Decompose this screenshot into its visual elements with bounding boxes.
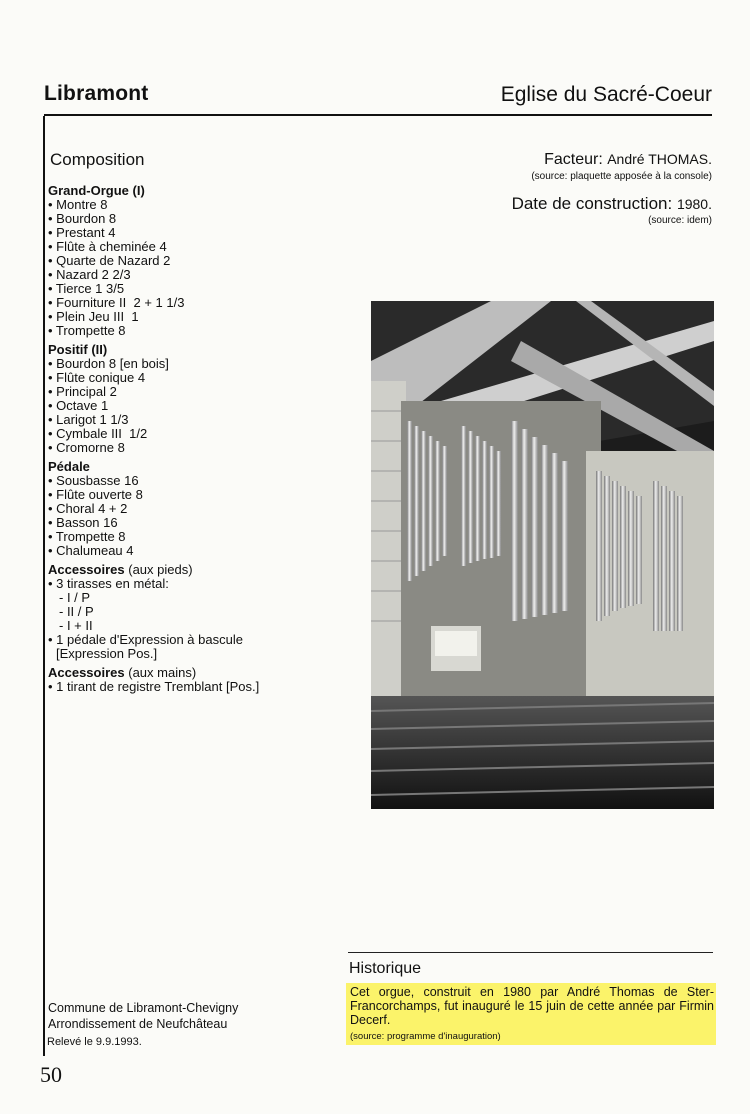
arrondissement: Arrondissement de Neufchâteau [48, 1017, 228, 1031]
list-item: • Tierce 1 3/5 [48, 281, 125, 296]
positif-heading: Positif (II) [48, 342, 108, 357]
facteur: Facteur: André THOMAS. [544, 151, 712, 168]
list-item: - II / P [59, 604, 94, 619]
list-item: • Trompette 8 [48, 529, 126, 544]
organ-photo [371, 301, 714, 809]
list-item: • Sousbasse 16 [48, 473, 139, 488]
tirasses-sub [48, 591, 348, 633]
list-item: • Prestant 4 [48, 225, 116, 240]
pedale-stops [48, 474, 348, 558]
tremblant-item: • 1 tirant de registre Tremblant [Pos.] [48, 679, 260, 694]
historique-title: Historique [349, 960, 422, 977]
list-item: • Fourniture II 2 + 1 1/3 [48, 295, 185, 310]
pedale-expression-cont: [Expression Pos.] [56, 646, 158, 661]
list-item: • Chalumeau 4 [48, 543, 134, 558]
list-item: • Plein Jeu III 1 [48, 309, 139, 324]
tirasses-item: • 3 tirasses en métal: [48, 576, 169, 591]
date-construction: Date de construction: 1980. [511, 194, 712, 213]
list-item: • Bourdon 8 [en bois] [48, 356, 169, 371]
list-item: • Principal 2 [48, 384, 117, 399]
list-item: • Cromorne 8 [48, 440, 125, 455]
header-church: Eglise du Sacré-Coeur [500, 83, 712, 106]
grand-orgue-stops [48, 198, 348, 338]
pedale-expression-item: • 1 pédale d'Expression à bascule [48, 632, 243, 647]
list-item: • Octave 1 [48, 398, 109, 413]
list-item: • Flûte ouverte 8 [48, 487, 143, 502]
list-item: • Cymbale III 1/2 [48, 426, 148, 441]
list-item: • Basson 16 [48, 515, 118, 530]
list-item: • Choral 4 + 2 [48, 501, 128, 516]
header-rule [44, 114, 712, 116]
list-item: • Trompette 8 [48, 323, 126, 338]
composition-list [48, 184, 348, 694]
historique-name: Firmin Decerf. [350, 999, 714, 1027]
pedale-heading: Pédale [48, 459, 90, 474]
page-number: 50 [40, 1062, 62, 1087]
list-item: - I + II [59, 618, 93, 633]
historique-text: Cet orgue, construit en 1980 par André Thomas de Ster-Francorchamps, fut inauguré le 15 juin de cette année par Firmin Decerf. [350, 985, 714, 1027]
accessoires-mains-heading: Accessoires (aux mains) [48, 665, 197, 680]
list-item: - I / P [59, 590, 91, 605]
historique-source: (source: programme d'inauguration) [350, 1031, 501, 1042]
left-margin-rule [43, 116, 45, 1056]
list-item: • Flûte conique 4 [48, 370, 146, 385]
composition-title: Composition [50, 150, 145, 169]
list-item: • Nazard 2 2/3 [48, 267, 131, 282]
header-location: Libramont [44, 82, 149, 105]
list-item: • Quarte de Nazard 2 [48, 253, 171, 268]
list-item: • Bourdon 8 [48, 211, 117, 226]
historique-rule [348, 952, 713, 953]
list-item: • Larigot 1 1/3 [48, 412, 129, 427]
list-item: • Flûte à cheminée 4 [48, 239, 167, 254]
facteur-source: (source: plaquette apposée à la console) [531, 171, 712, 182]
releve-date: Relevé le 9.9.1993. [47, 1036, 142, 1048]
list-item: • Montre 8 [48, 197, 108, 212]
accessoires-pieds-heading: Accessoires (aux pieds) [48, 562, 193, 577]
commune-info [48, 1000, 238, 1032]
grand-orgue-heading: Grand-Orgue (I) [48, 183, 145, 198]
commune: Commune de Libramont-Chevigny [48, 1001, 239, 1015]
positif-stops [48, 357, 348, 455]
construction-source: (source: idem) [648, 215, 712, 226]
